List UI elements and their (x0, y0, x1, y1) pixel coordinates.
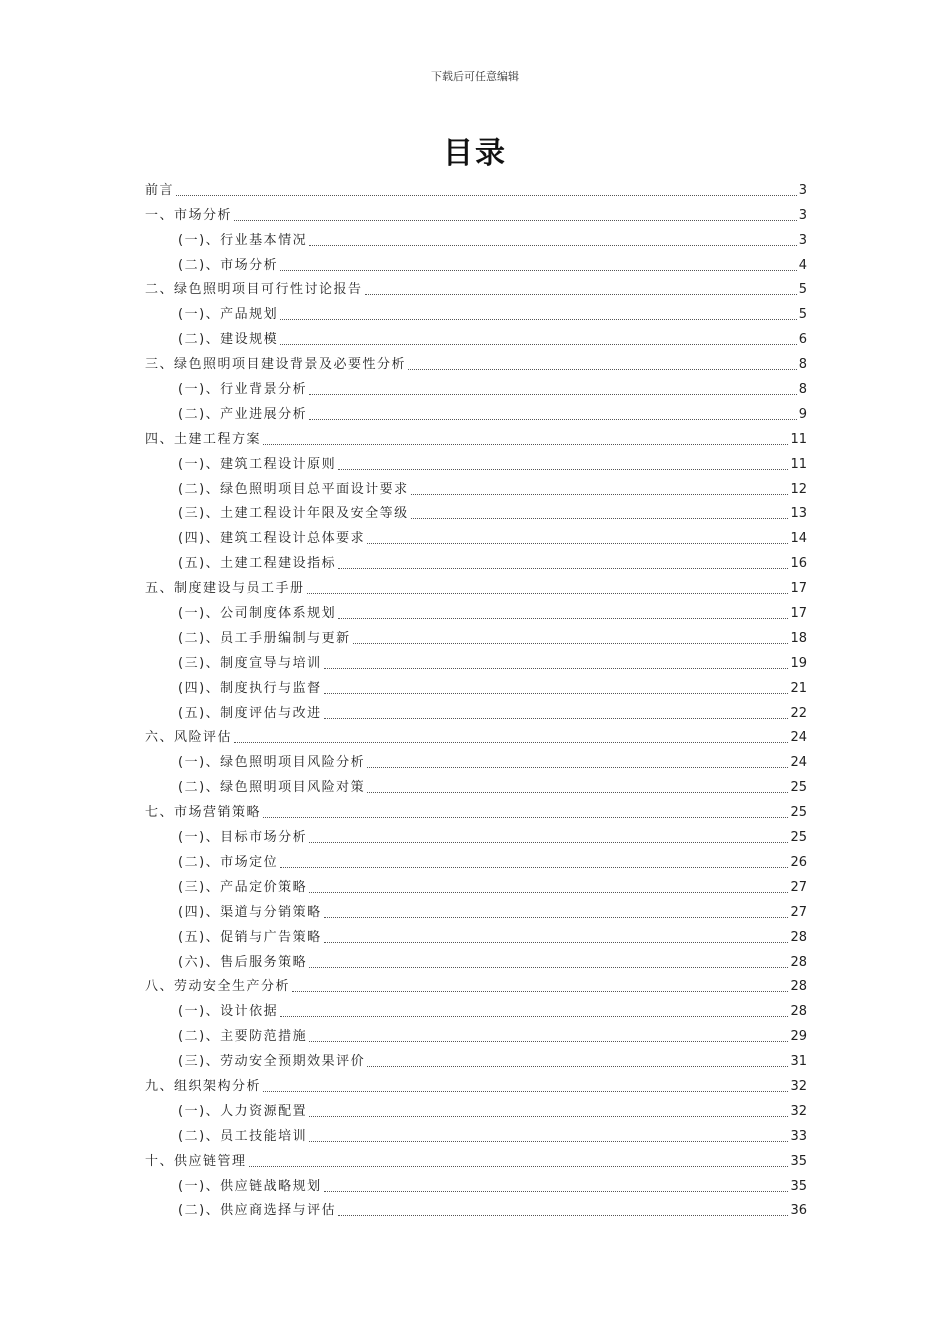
toc-entry-label: (三)、产品定价策略 (178, 879, 308, 895)
toc-entry-label: 一、市场分析 (145, 207, 233, 223)
toc-entry-page-number: 22 (790, 705, 807, 721)
toc-entry-page-number: 27 (790, 879, 807, 895)
toc-entry-page-number: 27 (790, 904, 807, 920)
toc-dot-leader (292, 991, 788, 992)
toc-entry-label: (三)、制度宣导与培训 (178, 655, 322, 671)
toc-entry-page-number: 17 (790, 606, 807, 622)
toc-entry-page-number: 6 (798, 332, 807, 348)
toc-entry-page-number: 4 (798, 257, 807, 273)
toc-dot-leader (367, 1066, 788, 1067)
toc-entry-page-number: 35 (790, 1153, 807, 1169)
toc-entry-page-number: 16 (790, 556, 807, 572)
toc-entry-label: (五)、土建工程建设指标 (178, 556, 337, 572)
toc-entry-page-number: 25 (790, 805, 807, 821)
toc-entry-label: (四)、建筑工程设计总体要求 (178, 531, 366, 547)
toc-dot-leader (309, 419, 797, 420)
toc-subsection-entry[interactable] (145, 474, 807, 499)
toc-dot-leader (176, 195, 797, 196)
toc-entry-label: (一)、公司制度体系规划 (178, 606, 337, 622)
toc-dot-leader (411, 494, 789, 495)
toc-dot-leader (324, 942, 789, 943)
toc-entry-label: 五、制度建设与员工手册 (145, 581, 305, 597)
toc-entry-label: 三、绿色照明项目建设背景及必要性分析 (145, 357, 407, 373)
toc-dot-leader (338, 469, 788, 470)
toc-subsection-entry[interactable] (145, 1096, 807, 1121)
toc-dot-leader (280, 867, 788, 868)
toc-dot-leader (307, 593, 789, 594)
toc-entry-label: (六)、售后服务策略 (178, 954, 308, 970)
toc-dot-leader (338, 618, 788, 619)
toc-entry-page-number: 5 (798, 282, 807, 298)
toc-subsection-entry[interactable] (145, 623, 807, 648)
toc-dot-leader (411, 518, 789, 519)
toc-subsection-entry[interactable] (145, 747, 807, 772)
toc-entry-page-number: 24 (790, 730, 807, 746)
table-of-contents (145, 175, 807, 1220)
toc-section-entry[interactable] (145, 424, 807, 449)
toc-entry-page-number: 24 (790, 755, 807, 771)
toc-dot-leader (324, 693, 789, 694)
toc-dot-leader (309, 1116, 788, 1117)
toc-subsection-entry[interactable] (145, 299, 807, 324)
toc-entry-label: (二)、建设规模 (178, 332, 279, 348)
toc-entry-page-number: 14 (790, 531, 807, 547)
toc-subsection-entry[interactable] (145, 1046, 807, 1071)
toc-dot-leader (309, 394, 797, 395)
toc-dot-leader (309, 892, 788, 893)
toc-dot-leader (309, 1041, 788, 1042)
toc-subsection-entry[interactable] (145, 499, 807, 524)
toc-entry-label: (二)、主要防范措施 (178, 1029, 308, 1045)
toc-entry-label: (二)、产业进展分析 (178, 406, 308, 422)
toc-entry-label: (一)、产品规划 (178, 307, 279, 323)
toc-section-entry[interactable] (145, 275, 807, 300)
toc-subsection-entry[interactable] (145, 673, 807, 698)
toc-section-entry[interactable] (145, 573, 807, 598)
toc-entry-label: (一)、行业基本情况 (178, 232, 308, 248)
toc-entry-page-number: 17 (790, 581, 807, 597)
toc-entry-label: (一)、供应链战略规划 (178, 1178, 322, 1194)
toc-entry-label: 九、组织架构分析 (145, 1078, 262, 1094)
toc-dot-leader (280, 319, 797, 320)
toc-subsection-entry[interactable] (145, 947, 807, 972)
toc-dot-leader (280, 1016, 788, 1017)
toc-subsection-entry[interactable] (145, 548, 807, 573)
toc-dot-leader (234, 220, 797, 221)
toc-entry-label: 二、绿色照明项目可行性讨论报告 (145, 282, 363, 298)
toc-entry-page-number: 36 (790, 1203, 807, 1219)
toc-entry-label: (三)、劳动安全预期效果评价 (178, 1054, 366, 1070)
toc-entry-label: (四)、制度执行与监督 (178, 680, 322, 696)
toc-subsection-entry[interactable] (145, 1171, 807, 1196)
toc-dot-leader (263, 1091, 788, 1092)
toc-entry-label: 七、市场营销策略 (145, 805, 262, 821)
toc-dot-leader (280, 344, 797, 345)
toc-entry-label: (二)、员工技能培训 (178, 1128, 308, 1144)
toc-entry-label: 十、供应链管理 (145, 1153, 247, 1169)
toc-entry-label: 前言 (145, 182, 175, 198)
toc-entry-label: (二)、绿色照明项目风险对策 (178, 780, 366, 796)
toc-entry-label: (五)、制度评估与改进 (178, 705, 322, 721)
toc-entry-page-number: 32 (790, 1103, 807, 1119)
toc-entry-page-number: 25 (790, 830, 807, 846)
toc-section-entry[interactable] (145, 349, 807, 374)
toc-entry-label: (一)、绿色照明项目风险分析 (178, 755, 366, 771)
toc-entry-page-number: 11 (790, 456, 807, 472)
toc-entry-label: (二)、市场分析 (178, 257, 279, 273)
toc-entry-page-number: 8 (798, 382, 807, 398)
toc-entry-page-number: 31 (790, 1054, 807, 1070)
toc-entry-page-number: 18 (790, 630, 807, 646)
toc-dot-leader (309, 842, 788, 843)
toc-section-entry[interactable] (145, 723, 807, 748)
toc-entry-label: 四、土建工程方案 (145, 431, 262, 447)
toc-subsection-entry[interactable] (145, 822, 807, 847)
toc-entry-page-number: 28 (790, 954, 807, 970)
toc-dot-leader (280, 270, 797, 271)
toc-entry-page-number: 35 (790, 1178, 807, 1194)
toc-entry-label: (二)、员工手册编制与更新 (178, 630, 351, 646)
toc-subsection-entry[interactable] (145, 922, 807, 947)
toc-dot-leader (338, 568, 788, 569)
toc-entry-page-number: 19 (790, 655, 807, 671)
toc-entry-label: (二)、市场定位 (178, 854, 279, 870)
toc-dot-leader (309, 245, 797, 246)
toc-dot-leader (367, 543, 788, 544)
toc-dot-leader (263, 444, 788, 445)
toc-subsection-entry[interactable] (145, 698, 807, 723)
toc-subsection-entry[interactable] (145, 598, 807, 623)
toc-subsection-entry[interactable] (145, 324, 807, 349)
toc-section-entry[interactable] (145, 1071, 807, 1096)
toc-entry-page-number: 5 (798, 307, 807, 323)
toc-subsection-entry[interactable] (145, 847, 807, 872)
toc-subsection-entry[interactable] (145, 1196, 807, 1221)
toc-dot-leader (249, 1166, 789, 1167)
toc-entry-label: 六、风险评估 (145, 730, 233, 746)
toc-dot-leader (324, 917, 789, 918)
toc-entry-label: (一)、行业背景分析 (178, 382, 308, 398)
toc-entry-page-number: 32 (790, 1078, 807, 1094)
toc-title: 目录 (443, 136, 507, 171)
toc-entry-page-number: 3 (798, 182, 807, 198)
toc-entry-page-number: 33 (790, 1128, 807, 1144)
toc-dot-leader (324, 718, 789, 719)
toc-dot-leader (365, 294, 797, 295)
toc-entry-page-number: 3 (798, 232, 807, 248)
toc-entry-label: (一)、人力资源配置 (178, 1103, 308, 1119)
toc-section-entry[interactable] (145, 797, 807, 822)
toc-entry-page-number: 21 (790, 680, 807, 696)
toc-dot-leader (324, 668, 789, 669)
toc-entry-label: (三)、土建工程设计年限及安全等级 (178, 506, 409, 522)
toc-subsection-entry[interactable] (145, 399, 807, 424)
toc-dot-leader (367, 767, 788, 768)
toc-entry-page-number: 28 (790, 979, 807, 995)
toc-subsection-entry[interactable] (145, 772, 807, 797)
toc-entry-label: (二)、供应商选择与评估 (178, 1203, 337, 1219)
toc-section-entry[interactable] (145, 200, 807, 225)
toc-dot-leader (324, 1191, 789, 1192)
toc-subsection-entry[interactable] (145, 225, 807, 250)
toc-entry-label: (一)、建筑工程设计原则 (178, 456, 337, 472)
toc-subsection-entry[interactable] (145, 897, 807, 922)
toc-entry-page-number: 9 (798, 406, 807, 422)
page-header-note: 下载后可任意编辑 (431, 70, 519, 83)
toc-section-entry[interactable] (145, 972, 807, 997)
toc-entry-page-number: 28 (790, 929, 807, 945)
toc-dot-leader (367, 792, 788, 793)
toc-subsection-entry[interactable] (145, 374, 807, 399)
toc-entry-page-number: 29 (790, 1029, 807, 1045)
toc-entry-label: 八、劳动安全生产分析 (145, 979, 291, 995)
toc-dot-leader (408, 369, 797, 370)
toc-dot-leader (234, 742, 788, 743)
toc-entry-label: (二)、绿色照明项目总平面设计要求 (178, 481, 409, 497)
toc-subsection-entry[interactable] (145, 1121, 807, 1146)
toc-entry-label: (四)、渠道与分销策略 (178, 904, 322, 920)
toc-subsection-entry[interactable] (145, 523, 807, 548)
toc-entry-page-number: 11 (790, 431, 807, 447)
toc-entry-label: (一)、设计依据 (178, 1004, 279, 1020)
toc-entry-label: (五)、促销与广告策略 (178, 929, 322, 945)
toc-entry-label: (一)、目标市场分析 (178, 830, 308, 846)
toc-entry-page-number: 8 (798, 357, 807, 373)
toc-subsection-entry[interactable] (145, 872, 807, 897)
toc-subsection-entry[interactable] (145, 996, 807, 1021)
toc-section-entry[interactable] (145, 175, 807, 200)
toc-dot-leader (338, 1215, 788, 1216)
toc-dot-leader (309, 967, 788, 968)
toc-subsection-entry[interactable] (145, 449, 807, 474)
toc-entry-page-number: 12 (790, 481, 807, 497)
toc-entry-page-number: 28 (790, 1004, 807, 1020)
toc-dot-leader (309, 1141, 788, 1142)
toc-entry-page-number: 25 (790, 780, 807, 796)
toc-subsection-entry[interactable] (145, 250, 807, 275)
toc-entry-page-number: 13 (790, 506, 807, 522)
toc-entry-page-number: 3 (798, 207, 807, 223)
toc-dot-leader (263, 817, 788, 818)
toc-subsection-entry[interactable] (145, 648, 807, 673)
toc-entry-page-number: 26 (790, 854, 807, 870)
toc-section-entry[interactable] (145, 1146, 807, 1171)
toc-subsection-entry[interactable] (145, 1021, 807, 1046)
toc-dot-leader (353, 643, 789, 644)
